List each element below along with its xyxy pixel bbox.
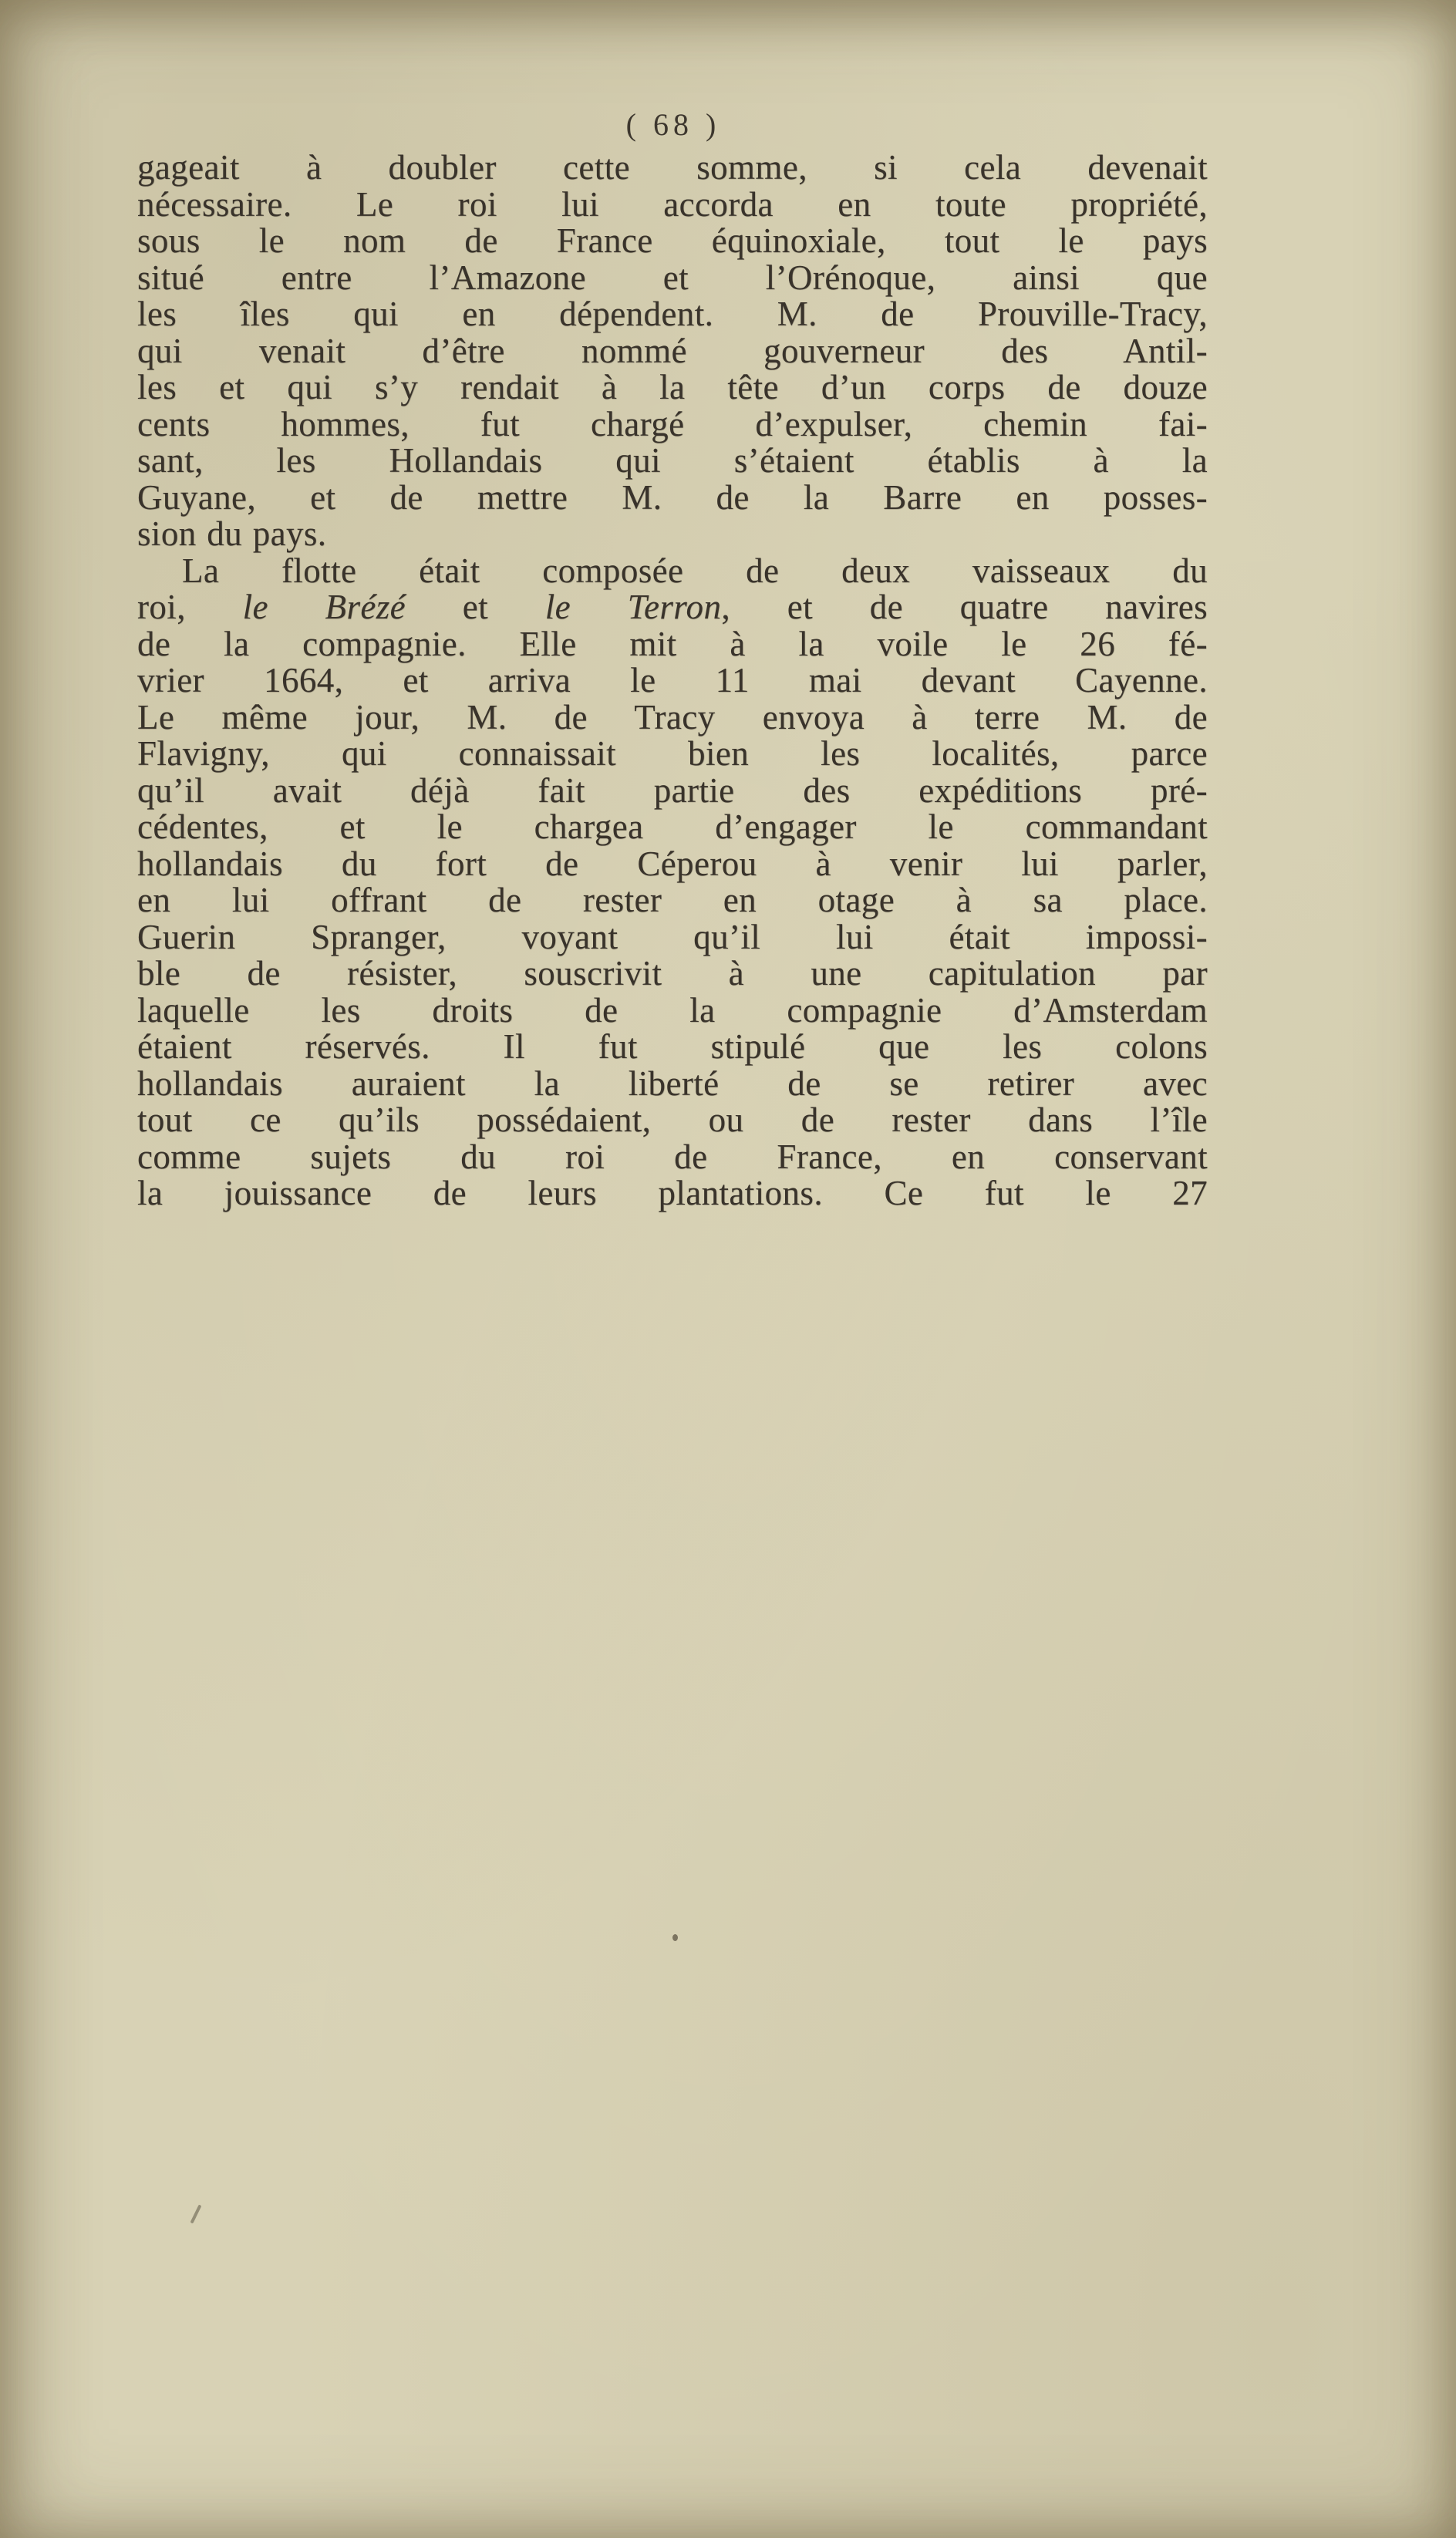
text-segment: , et de quatre navires (721, 588, 1208, 626)
text-segment: Guyane, et de mettre M. de la Barre en posses- (137, 477, 1208, 517)
text-segment: hollandais du fort de Céperou à venir lui parler, (137, 844, 1208, 883)
text-segment: cédentes, et le chargea d’engager le commandant (137, 807, 1208, 846)
text-segment: les et qui s’y rendait à la tête d’un corps de douze (137, 368, 1208, 406)
text-line (137, 1139, 1208, 1176)
text-segment: comme sujets du roi de France, en conservant (137, 1137, 1208, 1176)
text-segment: qu’il avait déjà fait partie des expéditions pré- (137, 770, 1208, 810)
text-line (137, 1175, 1208, 1212)
text-line (137, 589, 1208, 626)
text-line (137, 477, 1208, 517)
text-line (137, 553, 1208, 590)
text-segment: la jouissance de leurs plantations. Ce fut le 27 (137, 1174, 1208, 1212)
text-segment: sous le nom de France équinoxiale, tout le pays (137, 221, 1208, 260)
text-line (137, 296, 1208, 333)
italic-title-text: le Terron (544, 588, 722, 626)
text-segment: laquelle les droits de la compagnie d’Amsterdam (137, 990, 1208, 1030)
text-segment: gageait à doubler cette somme, si cela devenait (137, 148, 1208, 187)
text-line (137, 770, 1208, 810)
scan-speck (672, 1934, 678, 1941)
text-segment: de la compagnie. Elle mit à la voile le 26 fé- (137, 624, 1208, 663)
text-segment: vrier 1664, et arriva le 11 mai devant Cayenne. (137, 661, 1208, 699)
text-segment: Le même jour, M. de Tracy envoya à terre M. de (137, 697, 1208, 736)
text-segment: hollandais auraient la liberté de se retirer avec (137, 1063, 1208, 1103)
text-line (137, 1102, 1208, 1139)
text-segment: La flotte était composée de deux vaisseaux du (182, 551, 1208, 590)
text-line (137, 333, 1208, 370)
text-line (137, 184, 1208, 224)
text-line (137, 919, 1208, 956)
text-line (137, 369, 1208, 406)
text-line (137, 882, 1208, 919)
text-line (137, 809, 1208, 846)
text-line (137, 626, 1208, 663)
text-line (137, 990, 1208, 1030)
text-line (137, 443, 1208, 480)
text-segment: étaient réservés. Il fut stipulé que les colons (137, 1027, 1208, 1066)
page-number: ( 68 ) (625, 107, 721, 142)
text-line (137, 846, 1208, 883)
text-line (137, 662, 1208, 699)
page-text (137, 150, 1208, 1212)
text-line (137, 406, 1208, 443)
text-segment: roi, (137, 588, 243, 626)
italic-title-text: le Brézé (242, 588, 406, 626)
text-line (137, 956, 1208, 993)
text-segment: sion du pays. (137, 514, 327, 553)
text-segment: nécessaire. Le roi lui accorda en toute propriété, (137, 184, 1208, 224)
text-segment: sant, les Hollandais qui s’étaient établis à la (137, 441, 1208, 480)
text-line (137, 1029, 1208, 1066)
text-segment: ble de résister, souscrivit à une capitulation par (137, 954, 1208, 993)
text-line (137, 260, 1208, 297)
text-line (137, 223, 1208, 260)
text-segment: tout ce qu’ils possédaient, ou de rester dans l’île (137, 1100, 1208, 1139)
text-segment: cents hommes, fut chargé d’expulser, chemin fai- (137, 404, 1208, 443)
scan-speck (190, 2204, 202, 2223)
text-segment: les îles qui en dépendent. M. de Prouville-Tracy, (137, 295, 1208, 333)
text-line (137, 1063, 1208, 1103)
text-segment: situé entre l’Amazone et l’Orénoque, ainsi que (137, 258, 1208, 297)
text-line (137, 699, 1208, 736)
text-segment: en lui offrant de rester en otage à sa place. (137, 881, 1208, 919)
text-segment: qui venait d’être nommé gouverneur des Antil- (137, 331, 1208, 370)
text-line (137, 516, 1208, 553)
text-segment: et (406, 588, 545, 626)
text-segment: Flavigny, qui connaissait bien les localités, parce (137, 734, 1208, 773)
text-line (137, 736, 1208, 773)
text-line (137, 150, 1208, 187)
text-segment: Guerin Spranger, voyant qu’il lui était impossi- (137, 917, 1208, 956)
